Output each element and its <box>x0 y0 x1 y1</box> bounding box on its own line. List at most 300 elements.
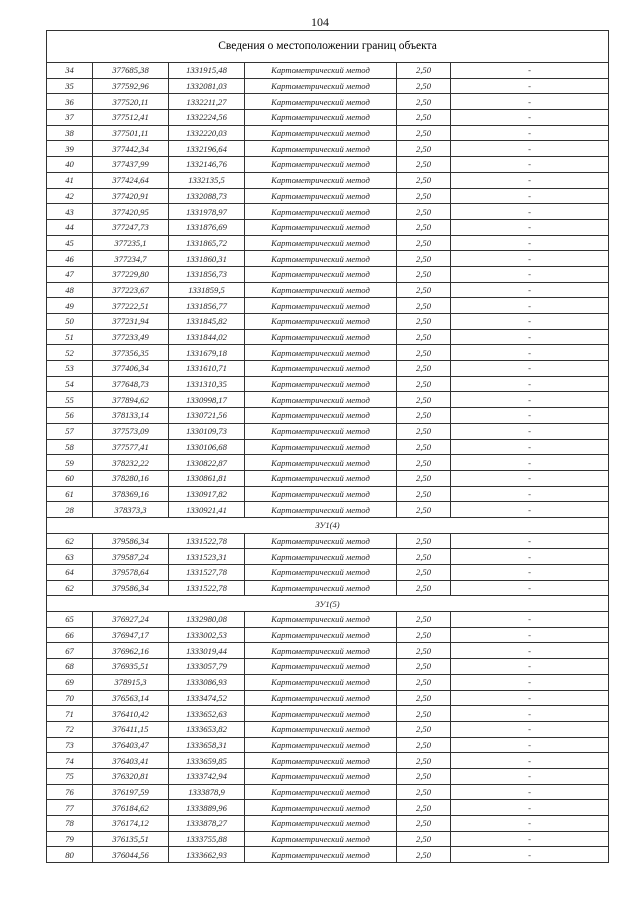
table-row <box>47 831 609 847</box>
point-number: 53 <box>47 361 93 377</box>
method-cell: Картометрический метод <box>245 235 397 251</box>
x-coordinate: 379578,64 <box>93 565 169 581</box>
table-row <box>47 141 609 157</box>
x-coordinate: 376410,42 <box>93 706 169 722</box>
table-row <box>47 251 609 267</box>
method-cell: Картометрический метод <box>245 345 397 361</box>
accuracy-cell: 2,50 <box>397 282 451 298</box>
x-coordinate: 378280,16 <box>93 470 169 486</box>
y-coordinate: 1331844,02 <box>169 329 245 345</box>
accuracy-cell: 2,50 <box>397 784 451 800</box>
point-number: 61 <box>47 486 93 502</box>
table-row <box>47 721 609 737</box>
table-row <box>47 63 609 79</box>
y-coordinate: 1333057,79 <box>169 659 245 675</box>
method-cell: Картометрический метод <box>245 141 397 157</box>
table-row <box>47 486 609 502</box>
note-cell: - <box>451 439 609 455</box>
method-cell: Картометрический метод <box>245 627 397 643</box>
note-cell: - <box>451 847 609 863</box>
note-cell: - <box>451 674 609 690</box>
table-row <box>47 643 609 659</box>
table-row <box>47 533 609 549</box>
note-cell: - <box>451 392 609 408</box>
point-number: 69 <box>47 674 93 690</box>
x-coordinate: 378232,22 <box>93 455 169 471</box>
table-row <box>47 470 609 486</box>
method-cell: Картометрический метод <box>245 768 397 784</box>
table-title-row <box>47 31 609 63</box>
method-cell: Картометрический метод <box>245 612 397 628</box>
point-number: 57 <box>47 423 93 439</box>
x-coordinate: 377223,67 <box>93 282 169 298</box>
method-cell: Картометрический метод <box>245 204 397 220</box>
y-coordinate: 1333652,63 <box>169 706 245 722</box>
x-coordinate: 377501,11 <box>93 125 169 141</box>
table-row <box>47 125 609 141</box>
point-number: 62 <box>47 533 93 549</box>
x-coordinate: 377442,34 <box>93 141 169 157</box>
y-coordinate: 1331978,97 <box>169 204 245 220</box>
note-cell: - <box>451 486 609 502</box>
y-coordinate: 1332980,08 <box>169 612 245 628</box>
note-cell: - <box>451 125 609 141</box>
accuracy-cell: 2,50 <box>397 580 451 596</box>
accuracy-cell: 2,50 <box>397 612 451 628</box>
table-row <box>47 753 609 769</box>
y-coordinate: 1330106,68 <box>169 439 245 455</box>
method-cell: Картометрический метод <box>245 439 397 455</box>
table-row <box>47 298 609 314</box>
point-number: 76 <box>47 784 93 800</box>
point-number: 74 <box>47 753 93 769</box>
table-row <box>47 847 609 863</box>
point-number: 72 <box>47 721 93 737</box>
y-coordinate: 1331522,78 <box>169 580 245 596</box>
table-row <box>47 800 609 816</box>
table-row <box>47 235 609 251</box>
note-cell: - <box>451 329 609 345</box>
accuracy-cell: 2,50 <box>397 486 451 502</box>
note-cell: - <box>451 659 609 675</box>
point-number: 28 <box>47 502 93 518</box>
accuracy-cell: 2,50 <box>397 533 451 549</box>
table-row <box>47 361 609 377</box>
x-coordinate: 379587,24 <box>93 549 169 565</box>
x-coordinate: 376927,24 <box>93 612 169 628</box>
note-cell: - <box>451 643 609 659</box>
x-coordinate: 376947,17 <box>93 627 169 643</box>
accuracy-cell: 2,50 <box>397 110 451 126</box>
x-coordinate: 377648,73 <box>93 376 169 392</box>
x-coordinate: 376935,51 <box>93 659 169 675</box>
y-coordinate: 1331679,18 <box>169 345 245 361</box>
table-row <box>47 329 609 345</box>
x-coordinate: 377512,41 <box>93 110 169 126</box>
method-cell: Картометрический метод <box>245 690 397 706</box>
table-row <box>47 157 609 173</box>
x-coordinate: 376174,12 <box>93 816 169 832</box>
point-number: 40 <box>47 157 93 173</box>
x-coordinate: 377231,94 <box>93 314 169 330</box>
method-cell: Картометрический метод <box>245 94 397 110</box>
method-cell: Картометрический метод <box>245 502 397 518</box>
point-number: 54 <box>47 376 93 392</box>
x-coordinate: 377233,49 <box>93 329 169 345</box>
accuracy-cell: 2,50 <box>397 768 451 784</box>
accuracy-cell: 2,50 <box>397 800 451 816</box>
method-cell: Картометрический метод <box>245 549 397 565</box>
accuracy-cell: 2,50 <box>397 204 451 220</box>
note-cell: - <box>451 768 609 784</box>
y-coordinate: 1331522,78 <box>169 533 245 549</box>
note-cell: - <box>451 721 609 737</box>
y-coordinate: 1332135,5 <box>169 172 245 188</box>
table-row <box>47 78 609 94</box>
section-label: ЗУ1(4) <box>47 517 609 533</box>
x-coordinate: 377406,34 <box>93 361 169 377</box>
y-coordinate: 1331859,5 <box>169 282 245 298</box>
boundary-coordinates-table <box>46 30 609 863</box>
point-number: 41 <box>47 172 93 188</box>
accuracy-cell: 2,50 <box>397 439 451 455</box>
y-coordinate: 1331310,35 <box>169 376 245 392</box>
y-coordinate: 1330822,87 <box>169 455 245 471</box>
table-row <box>47 690 609 706</box>
table-row <box>47 549 609 565</box>
table-row <box>47 674 609 690</box>
y-coordinate: 1333474,52 <box>169 690 245 706</box>
x-coordinate: 377356,35 <box>93 345 169 361</box>
note-cell: - <box>451 627 609 643</box>
accuracy-cell: 2,50 <box>397 298 451 314</box>
point-number: 48 <box>47 282 93 298</box>
accuracy-cell: 2,50 <box>397 329 451 345</box>
accuracy-cell: 2,50 <box>397 345 451 361</box>
method-cell: Картометрический метод <box>245 376 397 392</box>
point-number: 55 <box>47 392 93 408</box>
x-coordinate: 377685,38 <box>93 63 169 79</box>
note-cell: - <box>451 831 609 847</box>
note-cell: - <box>451 408 609 424</box>
accuracy-cell: 2,50 <box>397 361 451 377</box>
x-coordinate: 378915,3 <box>93 674 169 690</box>
accuracy-cell: 2,50 <box>397 423 451 439</box>
point-number: 71 <box>47 706 93 722</box>
y-coordinate: 1332224,56 <box>169 110 245 126</box>
method-cell: Картометрический метод <box>245 753 397 769</box>
table-row <box>47 627 609 643</box>
y-coordinate: 1333742,94 <box>169 768 245 784</box>
note-cell: - <box>451 690 609 706</box>
accuracy-cell: 2,50 <box>397 141 451 157</box>
x-coordinate: 377592,96 <box>93 78 169 94</box>
table-row <box>47 172 609 188</box>
x-coordinate: 376197,59 <box>93 784 169 800</box>
table-row <box>47 345 609 361</box>
point-number: 36 <box>47 94 93 110</box>
note-cell: - <box>451 706 609 722</box>
accuracy-cell: 2,50 <box>397 94 451 110</box>
note-cell: - <box>451 251 609 267</box>
table-row <box>47 612 609 628</box>
method-cell: Картометрический метод <box>245 78 397 94</box>
x-coordinate: 377247,73 <box>93 219 169 235</box>
point-number: 65 <box>47 612 93 628</box>
x-coordinate: 377520,11 <box>93 94 169 110</box>
x-coordinate: 377222,51 <box>93 298 169 314</box>
table-row <box>47 784 609 800</box>
point-number: 56 <box>47 408 93 424</box>
accuracy-cell: 2,50 <box>397 376 451 392</box>
x-coordinate: 378373,3 <box>93 502 169 518</box>
y-coordinate: 1333019,44 <box>169 643 245 659</box>
point-number: 46 <box>47 251 93 267</box>
x-coordinate: 377424,64 <box>93 172 169 188</box>
table-row <box>47 659 609 675</box>
y-coordinate: 1331856,77 <box>169 298 245 314</box>
point-number: 80 <box>47 847 93 863</box>
note-cell: - <box>451 188 609 204</box>
x-coordinate: 376320,81 <box>93 768 169 784</box>
accuracy-cell: 2,50 <box>397 643 451 659</box>
method-cell: Картометрический метод <box>245 266 397 282</box>
accuracy-cell: 2,50 <box>397 847 451 863</box>
accuracy-cell: 2,50 <box>397 706 451 722</box>
x-coordinate: 377894,62 <box>93 392 169 408</box>
accuracy-cell: 2,50 <box>397 549 451 565</box>
note-cell: - <box>451 612 609 628</box>
point-number: 58 <box>47 439 93 455</box>
table-body <box>47 31 609 863</box>
y-coordinate: 1331856,73 <box>169 266 245 282</box>
x-coordinate: 379586,34 <box>93 580 169 596</box>
point-number: 42 <box>47 188 93 204</box>
table-title: Сведения о местоположении границ объекта <box>47 31 609 63</box>
point-number: 45 <box>47 235 93 251</box>
method-cell: Картометрический метод <box>245 157 397 173</box>
table-row <box>47 219 609 235</box>
note-cell: - <box>451 345 609 361</box>
note-cell: - <box>451 314 609 330</box>
accuracy-cell: 2,50 <box>397 392 451 408</box>
method-cell: Картометрический метод <box>245 816 397 832</box>
accuracy-cell: 2,50 <box>397 502 451 518</box>
note-cell: - <box>451 110 609 126</box>
point-number: 62 <box>47 580 93 596</box>
point-number: 51 <box>47 329 93 345</box>
table-row <box>47 455 609 471</box>
x-coordinate: 376044,56 <box>93 847 169 863</box>
point-number: 39 <box>47 141 93 157</box>
y-coordinate: 1330721,56 <box>169 408 245 424</box>
note-cell: - <box>451 157 609 173</box>
accuracy-cell: 2,50 <box>397 753 451 769</box>
table-row <box>47 266 609 282</box>
point-number: 52 <box>47 345 93 361</box>
point-number: 66 <box>47 627 93 643</box>
point-number: 63 <box>47 549 93 565</box>
x-coordinate: 376962,16 <box>93 643 169 659</box>
point-number: 78 <box>47 816 93 832</box>
point-number: 64 <box>47 565 93 581</box>
section-row <box>47 517 609 533</box>
point-number: 70 <box>47 690 93 706</box>
table-row <box>47 204 609 220</box>
table-row <box>47 376 609 392</box>
note-cell: - <box>451 78 609 94</box>
accuracy-cell: 2,50 <box>397 470 451 486</box>
method-cell: Картометрический метод <box>245 251 397 267</box>
table-row <box>47 768 609 784</box>
point-number: 35 <box>47 78 93 94</box>
method-cell: Картометрический метод <box>245 565 397 581</box>
accuracy-cell: 2,50 <box>397 831 451 847</box>
note-cell: - <box>451 502 609 518</box>
x-coordinate: 377437,99 <box>93 157 169 173</box>
section-label: ЗУ1(5) <box>47 596 609 612</box>
y-coordinate: 1333658,31 <box>169 737 245 753</box>
accuracy-cell: 2,50 <box>397 690 451 706</box>
note-cell: - <box>451 63 609 79</box>
x-coordinate: 376403,47 <box>93 737 169 753</box>
accuracy-cell: 2,50 <box>397 565 451 581</box>
y-coordinate: 1333662,93 <box>169 847 245 863</box>
note-cell: - <box>451 204 609 220</box>
method-cell: Картометрический метод <box>245 674 397 690</box>
y-coordinate: 1332196,64 <box>169 141 245 157</box>
y-coordinate: 1332081,03 <box>169 78 245 94</box>
y-coordinate: 1333755,88 <box>169 831 245 847</box>
note-cell: - <box>451 470 609 486</box>
method-cell: Картометрический метод <box>245 455 397 471</box>
point-number: 60 <box>47 470 93 486</box>
method-cell: Картометрический метод <box>245 784 397 800</box>
y-coordinate: 1332088,73 <box>169 188 245 204</box>
table-row <box>47 737 609 753</box>
x-coordinate: 377420,95 <box>93 204 169 220</box>
accuracy-cell: 2,50 <box>397 219 451 235</box>
method-cell: Картометрический метод <box>245 847 397 863</box>
method-cell: Картометрический метод <box>245 533 397 549</box>
point-number: 79 <box>47 831 93 847</box>
table-row <box>47 816 609 832</box>
method-cell: Картометрический метод <box>245 63 397 79</box>
method-cell: Картометрический метод <box>245 329 397 345</box>
accuracy-cell: 2,50 <box>397 251 451 267</box>
point-number: 50 <box>47 314 93 330</box>
note-cell: - <box>451 580 609 596</box>
y-coordinate: 1333878,27 <box>169 816 245 832</box>
y-coordinate: 1331527,78 <box>169 565 245 581</box>
x-coordinate: 379586,34 <box>93 533 169 549</box>
note-cell: - <box>451 94 609 110</box>
x-coordinate: 377235,1 <box>93 235 169 251</box>
y-coordinate: 1330861,81 <box>169 470 245 486</box>
table-row <box>47 94 609 110</box>
table-row <box>47 423 609 439</box>
point-number: 77 <box>47 800 93 816</box>
accuracy-cell: 2,50 <box>397 721 451 737</box>
y-coordinate: 1332220,03 <box>169 125 245 141</box>
accuracy-cell: 2,50 <box>397 455 451 471</box>
y-coordinate: 1333889,96 <box>169 800 245 816</box>
method-cell: Картометрический метод <box>245 110 397 126</box>
y-coordinate: 1331610,71 <box>169 361 245 377</box>
note-cell: - <box>451 565 609 581</box>
accuracy-cell: 2,50 <box>397 816 451 832</box>
y-coordinate: 1333878,9 <box>169 784 245 800</box>
y-coordinate: 1330921,41 <box>169 502 245 518</box>
accuracy-cell: 2,50 <box>397 235 451 251</box>
note-cell: - <box>451 784 609 800</box>
note-cell: - <box>451 737 609 753</box>
y-coordinate: 1333002,53 <box>169 627 245 643</box>
x-coordinate: 376135,51 <box>93 831 169 847</box>
method-cell: Картометрический метод <box>245 831 397 847</box>
x-coordinate: 377573,09 <box>93 423 169 439</box>
point-number: 47 <box>47 266 93 282</box>
x-coordinate: 377420,91 <box>93 188 169 204</box>
point-number: 49 <box>47 298 93 314</box>
method-cell: Картометрический метод <box>245 361 397 377</box>
method-cell: Картометрический метод <box>245 580 397 596</box>
x-coordinate: 377234,7 <box>93 251 169 267</box>
table-row <box>47 439 609 455</box>
x-coordinate: 378369,16 <box>93 486 169 502</box>
method-cell: Картометрический метод <box>245 172 397 188</box>
accuracy-cell: 2,50 <box>397 125 451 141</box>
method-cell: Картометрический метод <box>245 470 397 486</box>
method-cell: Картометрический метод <box>245 706 397 722</box>
note-cell: - <box>451 800 609 816</box>
method-cell: Картометрический метод <box>245 188 397 204</box>
method-cell: Картометрический метод <box>245 659 397 675</box>
x-coordinate: 377229,80 <box>93 266 169 282</box>
table-row <box>47 408 609 424</box>
method-cell: Картометрический метод <box>245 423 397 439</box>
x-coordinate: 377577,41 <box>93 439 169 455</box>
note-cell: - <box>451 282 609 298</box>
x-coordinate: 378133,14 <box>93 408 169 424</box>
y-coordinate: 1331865,72 <box>169 235 245 251</box>
accuracy-cell: 2,50 <box>397 78 451 94</box>
y-coordinate: 1332146,76 <box>169 157 245 173</box>
y-coordinate: 1330109,73 <box>169 423 245 439</box>
note-cell: - <box>451 455 609 471</box>
x-coordinate: 376563,14 <box>93 690 169 706</box>
point-number: 37 <box>47 110 93 126</box>
accuracy-cell: 2,50 <box>397 674 451 690</box>
method-cell: Картометрический метод <box>245 298 397 314</box>
point-number: 59 <box>47 455 93 471</box>
x-coordinate: 376184,62 <box>93 800 169 816</box>
table-row <box>47 580 609 596</box>
y-coordinate: 1331523,31 <box>169 549 245 565</box>
y-coordinate: 1331845,82 <box>169 314 245 330</box>
accuracy-cell: 2,50 <box>397 157 451 173</box>
x-coordinate: 376403,41 <box>93 753 169 769</box>
page-number: 104 <box>311 15 329 29</box>
y-coordinate: 1330917,82 <box>169 486 245 502</box>
accuracy-cell: 2,50 <box>397 172 451 188</box>
note-cell: - <box>451 219 609 235</box>
note-cell: - <box>451 423 609 439</box>
method-cell: Картометрический метод <box>245 392 397 408</box>
point-number: 75 <box>47 768 93 784</box>
x-coordinate: 376411,15 <box>93 721 169 737</box>
method-cell: Картометрический метод <box>245 721 397 737</box>
